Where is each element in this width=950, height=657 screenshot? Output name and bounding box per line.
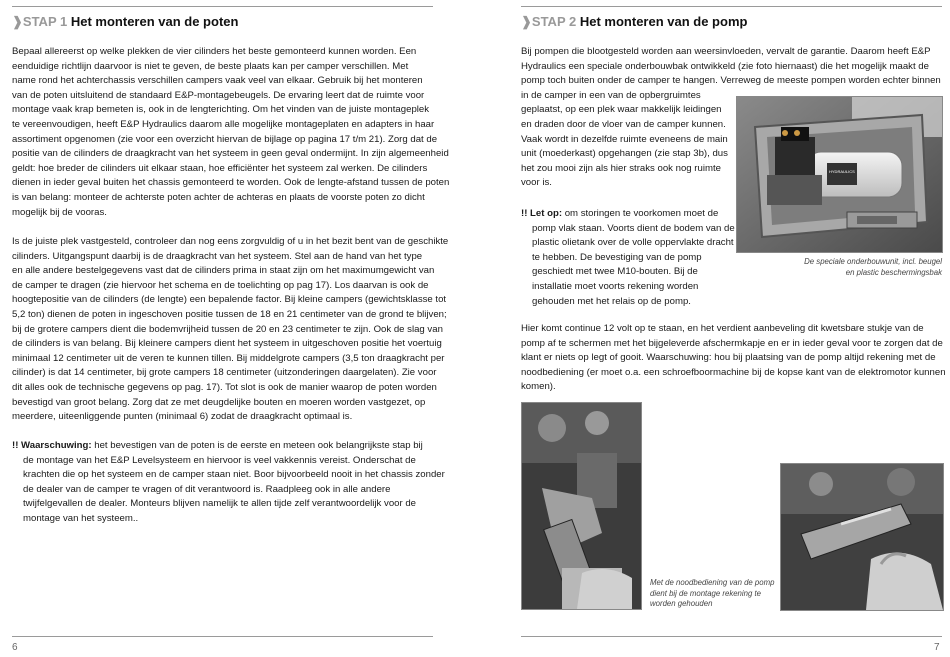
text-line: minimaal 12 centimeter uit de veren te kunnen tillen. Bij middelgrote campers (3,5 ton draagkracht per [12,352,445,364]
text-line: te hebben. De bevestiging van de pomp [532,251,702,263]
step-title: Het monteren van de pomp [579,14,748,29]
left-warning [12,439,445,527]
hand-drill-photo [780,463,944,611]
text-line: voor is. [521,177,552,189]
text-line: en alle andere bestelgegevens vast dat de cilinders prima in staat zijn om het maximumgewicht van [12,265,435,277]
left-paragraph-1 [12,45,449,220]
text-line: het zou mooi zijn als hier straks ook nog ruimte [521,162,721,174]
text-line: in de camper in een van de opbergruimtes [521,89,701,101]
text-line: assortiment opgenomen (zie voor een overzicht hiervan de bijlage op pagina 17 t/m 21). Zorg dat de [12,133,438,145]
text-line: komen). [521,381,556,393]
text-line: Hydraulics een speciale onderbouwbak ontwikkeld (zie foto hiernaast) die het mogelijk maakt de [521,60,929,72]
let-op-first-line [521,207,735,222]
text-line: pomp af te schermen met het bijgeleverde afschermkapje en er in ieder geval voor te zorgen dat de [521,337,943,349]
text-line: is van belang: monteer de achterste poten achter de achteras en plaats de voorste poten zo dicht [12,191,425,203]
text-line: van de poten uitsluitend de standaard E&P-montagebeugels. De ervaring leert dat de ruimte voor [12,89,425,101]
text-line: en draden door de vloer van de camper kunnen. [521,118,726,130]
text-line: Bepaal allereerst op welke plekken de vier cilinders het beste gemonteerd kunnen worden. Een [12,46,417,57]
text-line: meerdere, uiteenliggende punten (minimaal 6) zodat de draagkracht optimaal is. [12,411,353,423]
step-1-heading [12,14,238,30]
text-line: dienen in ieder geval buiten het chassis gemonteerd te worden. Ook de lengte-afstand tussen de poten [12,177,450,189]
pump-label: HYDRAULICS [829,169,855,174]
text-line: cilinder) is dat 14 centimeter, bij grote campers 18 centimeter (uitzonderingen daargelaten). Zie voor [12,367,437,379]
step-number: STAP 2 [531,14,577,29]
text-line: installatie moet voorts rekening worden [532,280,699,292]
text-line: geschiedt met twee M10-bouten. Bij de [532,266,698,278]
text-line: cilinders. Uitgangspunt daarbij is de draagkracht van het systeem. Stel aan de hand van het type [12,250,423,262]
text-line: montage van het systeem.. [23,512,139,524]
text-line: de dealer van de camper te vragen of dit verantwoord is. Raadpleeg ook in alle andere [23,483,391,495]
text-line: krachten die op het systeem en de camper staan niet. Boor bijvoorbeeld nooit in het chassis zonder [23,469,445,481]
warning-label: !! Waarschuwing: [12,440,92,451]
chevron-right-icon: ❱ [521,14,532,29]
caption-drill: Met de noodbediening van de pomp dient bij de montage rekening te worden gehouden [650,578,775,609]
caption-pump-unit: De speciale onderbouwunit, incl. beugel en plastic beschermingsbak [804,257,942,277]
warning-first-text: het bevestigen van de poten is de eerste en meteen ook belangrijkste stap bij [91,440,423,451]
chevron-right-icon: ❱ [12,14,23,29]
bottom-rule-left [12,636,433,637]
step-number: STAP 1 [22,14,68,29]
text-line: Vaak wordt in dezelfde ruimte eveneens de main [521,133,728,145]
text-line: dit alles ook de technische gegevens op pag. 17). Tot slot is ook de manier waarop de poten worden [12,381,437,393]
text-line: Bij pompen die blootgesteld worden aan weersinvloeden, vervalt de garantie. Daarom heeft E&P [521,46,931,57]
step-title: Het monteren van de poten [70,14,239,29]
text-line: bij de grotere campers dient die bodemvrijheid tussen de 20 en 23 centimeter te zijn. Ook de slag van [12,323,443,335]
drill-pump-photo [521,402,642,610]
text-line: bevestigd van groot belang. Zorg dat ze met deugdelijke bouten en moeren worden vastgezet, op [12,396,426,408]
right-let-op [521,207,735,309]
text-line: klant er niets op legt of gooit. Waarschuwing: hou bij plaatsing van de pomp altijd rekening met de [521,352,936,364]
text-line: geldt: hoe breder de cilinders uit elkaar staan, hoe efficiënter het systeem zal werken. De cilinders [12,162,428,174]
left-paragraph-2 [12,235,448,425]
text-line: 5,2 ton) dienen de poten in ingeschoven positie tussen de 18 en 21 centimeter van de grond te blijven; [12,308,447,320]
text-line: te vereenvoudigen, heeft E&P Hydraulics daarom alle mogelijke montageplaten en adapters in haar [12,118,435,130]
let-op-label: !! Let op: [521,208,563,219]
let-op-first-text: om storingen te voorkomen moet de [562,208,719,219]
text-line: hoogtepositie van de cilinders (de lengte) een bepalende factor. Bij kleine campers (gewichtsklasse tot [12,294,447,306]
bottom-rule-right [521,636,942,637]
text-line: plastic olietank over de volle oppervlakte dracht [532,237,734,249]
text-line: Is de juiste plek vastgesteld, controleer dan nog eens zorgvuldig of u in het bezit bent van de geschikte [12,236,449,247]
top-rule-right [521,6,942,7]
page-number-right: 7 [934,642,940,653]
right-paragraph-2 [521,322,946,395]
pump-unit-illustration [737,97,942,252]
drill-illustration [522,403,641,609]
hand-illustration [781,464,943,610]
text-line: eenduidige richtlijn daarvoor is niet te geven, de beste plaats kan per camper verschillen. Met [12,60,409,72]
text-line: noodbediening (er moet o.a. een schroefboormachine bij de kopse kant van de elektromotor kunnen [521,366,946,378]
warning-first-line [12,439,445,454]
text-line: Hier komt continue 12 volt op te staan, en het verdient aanbeveling dit kwetsbare stukje van de [521,323,924,334]
text-line: positie van de cilinders de draagkracht van het systeem in geen geval ondermijnt. In zijn algemeenheid [12,148,449,160]
text-line: de montage van het E&P Levelsysteem en hiervoor is veel vakkennis vereist. Onderschat de [23,454,416,466]
text-line: geplaatst, op een plek waar makkelijk leidingen [521,104,722,116]
top-rule-left [12,6,433,7]
text-line: name rond het achterchassis verschillen campers vaak veel van elkaar. Gebruik bij het monteren [12,75,423,87]
text-line: mogelijk bij de vooras. [12,206,107,218]
text-line: twijfelgevallen de dealer. Monteurs blijven namelijk te allen tijde zelf verantwoordelijk voor de [23,498,417,510]
text-line: montage vaak krap bemeten is, ook in de lengterichting. Om het vinden van de juiste montageplek [12,104,430,116]
text-line: de camper te dragen (zie hiervoor het schema en de toelichting op pag 17). Los daarvan is ook de [12,279,429,291]
page-number-left: 6 [12,642,18,653]
text-line: pomp toch buiten onder de camper te hangen. Verreweg de meeste pompen worden echter binnen [521,75,941,87]
text-line: de cilinders is van belang. Bij kleinere campers dient het systeem in uitgeschoven positie het voertuig [12,338,442,350]
step-2-heading [521,14,747,30]
pump-unit-photo [736,96,943,253]
text-line: pomp vlak staan. Voorts dient de bodem van de [532,222,735,234]
text-line: gehouden met het relais op de pomp. [532,295,691,307]
text-line: unit (moederkast) opgehangen (zie stap 3b), dus [521,148,728,160]
